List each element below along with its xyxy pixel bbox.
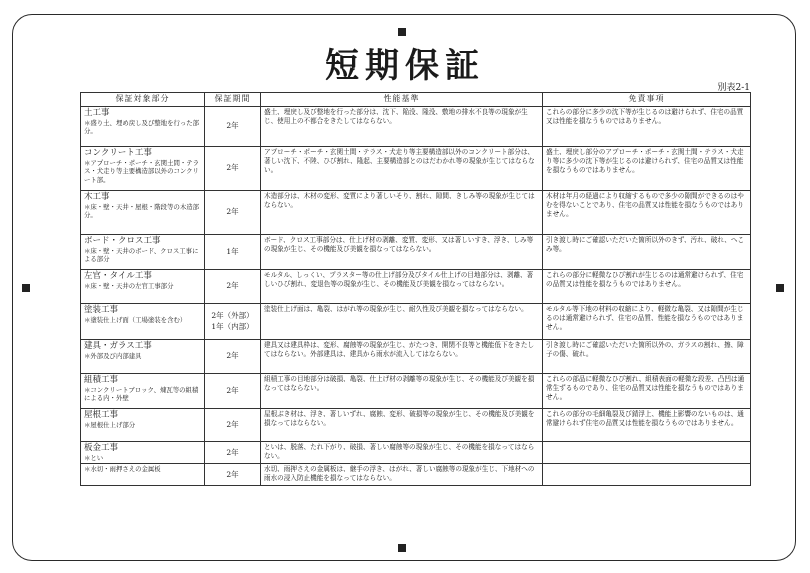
warranty-table [80, 92, 751, 486]
table-row [81, 270, 751, 304]
part-cell [81, 304, 205, 340]
part-cell [81, 235, 205, 270]
exemption-cell [543, 442, 751, 464]
period-value: 2年 [226, 163, 239, 173]
exemption-cell: 木材は年月の経過により収縮するもので多少の隙間ができるのはやむを得ないことであり、住宅の品質又は性能を損なうものではありません。 [543, 191, 751, 235]
part-note: ＊アプローチ・ポーチ・玄関土間・テラス・犬走り等主要構造部以外のコンクリート部。 [84, 158, 200, 184]
part-note: ＊とい [84, 453, 104, 462]
table-row [81, 464, 751, 486]
period-value: 2年 [226, 419, 239, 429]
table-row [81, 147, 751, 191]
table-row [81, 442, 751, 464]
registration-mark-top [398, 28, 406, 36]
period-value: 1年（内部） [211, 321, 254, 331]
table-row [81, 409, 751, 442]
standard-cell: といは、脱落、たれ下がり、破損、著しい腐蝕等の現象が生じ、その機能を損なってはならない。 [261, 442, 543, 464]
part-cell [81, 442, 205, 464]
exemption-cell: モルタル等下地の材料の収縮により、軽微な亀裂、又は隙間が生じるのは通常避けられず、住宅の品質、性能を損なうものではありません。 [543, 304, 751, 340]
part-cell [81, 409, 205, 442]
exemption-cell: これらの部分の毛細亀裂及び錆浮上、機能上影響のないものは、通常避けられず住宅の品質又は性能を損なうものではありません。 [543, 409, 751, 442]
part-cell [81, 464, 205, 486]
period-value: 2年（外部） [211, 311, 254, 321]
period-value: 2年 [226, 385, 239, 395]
exemption-cell [543, 464, 751, 486]
header-exemption: 免責事項 [543, 93, 751, 107]
part-note: ＊屋根仕上げ部分 [84, 420, 136, 429]
registration-mark-left [22, 284, 30, 292]
part-note: ＊床・壁・天井・屋根・階段等の木造部分。 [84, 202, 200, 220]
part-name: 屋根工事 [84, 410, 119, 420]
part-note: ＊盛り土、埋め戻し及び整地を行った部分。 [84, 118, 200, 136]
part-note: ＊外部及び内部建具 [84, 351, 142, 360]
part-note: ＊塗装仕上げ面（工場塗装を含む） [84, 315, 187, 324]
table-row [81, 374, 751, 409]
part-note: ＊水切・雨押さえの金属板 [84, 465, 161, 474]
part-cell [81, 191, 205, 235]
registration-mark-bottom [398, 544, 406, 552]
standard-cell: 塗装仕上げ面は、亀裂、はがれ等の現象が生じ、耐久性及び美観を損なってはならない。 [261, 304, 543, 340]
part-name: コンクリート工事 [84, 148, 152, 158]
table-reference: 別表2-1 [717, 83, 750, 93]
exemption-cell: これらの部分に多少の沈下等が生じるのは避けられず、住宅の品質又は性能を損なうものではありません。 [543, 107, 751, 147]
part-cell [81, 340, 205, 374]
period-cell [205, 270, 261, 304]
standard-cell: 木造部分は、木材の変形、変質により著しいそり、割れ、隙間、きしみ等の現象が生じてはならない。 [261, 191, 543, 235]
standard-cell: 屋根ぶき材は、浮き、著しいずれ、腐蝕、変形、破損等の現象が生じ、その機能及び美観を損なってはならない。 [261, 409, 543, 442]
part-cell [81, 147, 205, 191]
table-row [81, 107, 751, 147]
period-value: 2年 [226, 447, 239, 457]
exemption-cell: 盛土、埋戻し部分のアプローチ・ポーチ・玄関土間・テラス・犬走り等に多少の沈下等が生じるのは避けられず、住宅の品質又は性能を損なうものではありません。 [543, 147, 751, 191]
part-note: ＊床・壁・天井のボード、クロス工事による部分 [84, 246, 199, 264]
period-cell [205, 107, 261, 147]
table-header-row [81, 93, 751, 107]
standard-cell: 組積工事の目地部分は破損、亀裂、仕上げ材の剥離等の現象が生じ、その機能及び美観を損なってはならない。 [261, 374, 543, 409]
part-cell [81, 107, 205, 147]
part-name: 左官・タイル工事 [84, 271, 152, 281]
period-value: 2年 [226, 207, 239, 217]
period-cell [205, 374, 261, 409]
exemption-cell: これらの部品に軽微なひび割れ、組積表面の軽微な段差、凸凹は通常生ずるものであり、住宅の品質又は性能を損なうものではありません。 [543, 374, 751, 409]
part-name: 木工事 [84, 192, 110, 202]
part-name: 板金工事 [84, 443, 119, 453]
registration-mark-right [776, 284, 784, 292]
period-value: 2年 [226, 469, 239, 479]
period-value: 1年 [226, 246, 239, 256]
period-cell [205, 340, 261, 374]
part-cell [81, 374, 205, 409]
period-cell [205, 191, 261, 235]
table-row [81, 304, 751, 340]
table-row [81, 235, 751, 270]
exemption-cell: 引き渡し時にご確認いただいた箇所以外の、ガラスの割れ、擦、障子の傷、破れ。 [543, 340, 751, 374]
part-name: ボード・クロス工事 [84, 236, 161, 246]
part-note: ＊コンクリートブロック、煉瓦等の組積による内・外壁 [84, 385, 199, 403]
period-cell [205, 409, 261, 442]
standard-cell: 盛土、埋戻し及び整地を行った部分は、沈下、陥没、隆没、敷地の排水不良等の現象が生じ、使用上の不都合をきたしてはならない。 [261, 107, 543, 147]
period-value: 2年 [226, 351, 239, 361]
header-period: 保証期間 [205, 93, 261, 107]
period-cell [205, 464, 261, 486]
part-cell [81, 270, 205, 304]
table-row [81, 191, 751, 235]
exemption-cell: これらの部分に軽微なひび割れが生じるのは通常避けられず、住宅の品質又は性能を損なうものではありません。 [543, 270, 751, 304]
period-cell [205, 235, 261, 270]
period-value: 2年 [226, 121, 239, 131]
page-title: 短期保証 [325, 46, 485, 86]
part-note: ＊床・壁・天井の左官工事部分 [84, 281, 174, 290]
header-standard: 性能基準 [261, 93, 543, 107]
table-row [81, 340, 751, 374]
part-name: 塗装工事 [84, 305, 119, 315]
standard-cell: モルタル、しっくい、プラスター等の仕上げ部分及びタイル仕上げの目地部分は、剥離、著しいひび割れ、変退色等の現象が生じ、その機能及び美観を損なってはならない。 [261, 270, 543, 304]
standard-cell: 水切、雨押さえの金属板は、継手の浮き、はがれ、著しい腐蝕等の現象が生じ、下地材への雨水の浸入防止機能を損なってはならない。 [261, 464, 543, 486]
standard-cell: アプローチ・ポーチ・玄関土間・テラス・犬走り等主要構造部以外のコンクリート部分は、著しい沈下、不陸、ひび割れ、隆起、主要構造部とのはだわかれ等の現象が生じてはならない。 [261, 147, 543, 191]
standard-cell: ボード、クロス工事部分は、仕上げ材の剥離、変質、変形、又は著しいすき、浮き、しみ等の現象が生じ、その機能及び美観を損なってはならない。 [261, 235, 543, 270]
part-name: 建具・ガラス工事 [84, 341, 152, 351]
standard-cell: 建具又は建具枠は、変形、腐蝕等の現象が生じ、がたつき、開閉不良等と機能低下をきたしてはならない。外部建具は、建具から雨水が流入してはならない。 [261, 340, 543, 374]
period-value: 2年 [226, 281, 239, 291]
exemption-cell: 引き渡し時にご確認いただいた箇所以外のきず、汚れ、破れ、へこみ等。 [543, 235, 751, 270]
header-part: 保証対象部分 [81, 93, 205, 107]
part-name: 土工事 [84, 108, 110, 118]
part-name: 組積工事 [84, 375, 119, 385]
period-cell [205, 304, 261, 340]
period-cell [205, 147, 261, 191]
period-cell [205, 442, 261, 464]
